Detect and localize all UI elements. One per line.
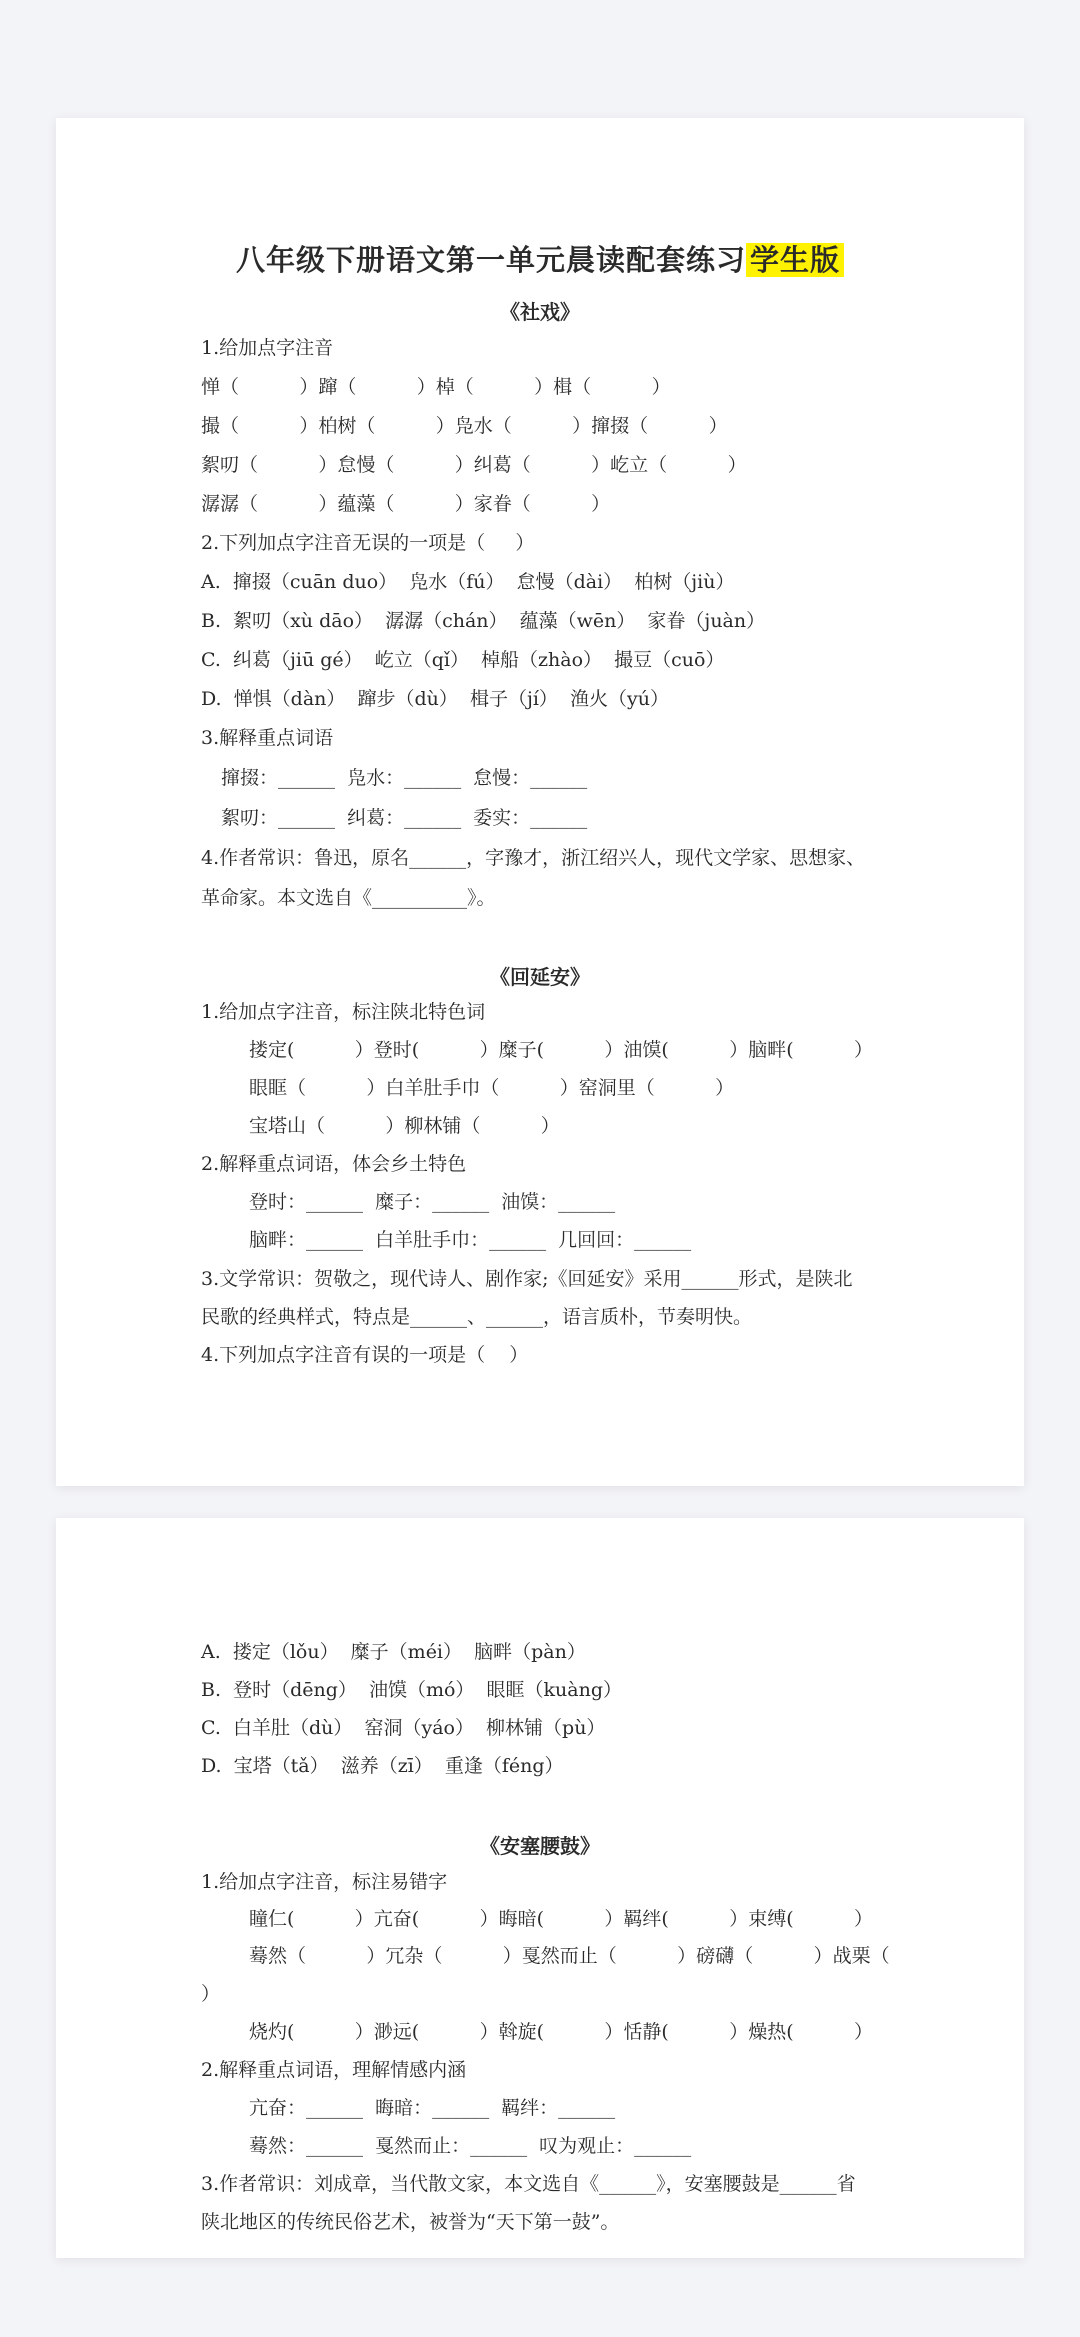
question-line: 4.下列加点字注音有误的一项是（ ） bbox=[201, 1344, 529, 1366]
question-line: 1.给加点字注音，标注陕北特色词 bbox=[201, 1001, 486, 1023]
option-line: B. 登时（dēng） 油馍（mó） 眼眶（kuàng） bbox=[201, 1679, 622, 1701]
option-line: D. 惮惧（dàn） 蹿步（dù） 楫子（jí） 渔火（yú） bbox=[201, 688, 669, 710]
question-line: 脑畔：______ 白羊肚手巾：______ 几回回：______ bbox=[249, 1229, 692, 1251]
question-line: 2.解释重点词语，体会乡土特色 bbox=[201, 1153, 467, 1175]
question-line: 絮叨（ ）怠慢（ ）纠葛（ ）屹立（ ） bbox=[201, 454, 747, 476]
question-line: 搂定( ）登时( ）糜子( ）油馍( ）脑畔( ） bbox=[249, 1039, 874, 1061]
option-line: A. 搂定（lǒu） 糜子（méi） 脑畔（pàn） bbox=[201, 1641, 586, 1663]
question-line: 宝塔山（ ）柳林铺（ ） bbox=[249, 1115, 560, 1137]
option-line: C. 白羊肚（dù） 窑洞（yáo） 柳林铺（pù） bbox=[201, 1717, 606, 1739]
question-line: 烧灼( ）渺远( ）斡旋( ）恬静( ）燥热( ） bbox=[249, 2021, 874, 2043]
question-line: ） bbox=[201, 1983, 221, 2005]
question-line: 眼眶（ ）白羊肚手巾（ ）窑洞里（ ） bbox=[249, 1077, 735, 1099]
section-title-shexi: 《社戏》 bbox=[500, 300, 580, 324]
question-line: 蓦然：______ 戛然而止：______ 叹为观止：______ bbox=[249, 2135, 692, 2157]
question-line: 撮（ ）柏树（ ）凫水（ ）撺掇（ ） bbox=[201, 415, 728, 437]
question-line: 民歌的经典样式，特点是______、______，语言质朴，节奏明快。 bbox=[201, 1306, 753, 1328]
question-line: 2.下列加点字注音无误的一项是（ ） bbox=[201, 532, 535, 554]
section-title-huiyanan: 《回延安》 bbox=[490, 965, 590, 989]
document-page-2 bbox=[56, 1518, 1024, 2258]
question-line: 絮叨：______ 纠葛：______ 委实：______ bbox=[221, 807, 588, 829]
question-line: 蓦然（ ）冗杂（ ）戛然而止（ ）磅礴（ ）战栗（ bbox=[249, 1945, 890, 1967]
question-line: 3.作者常识：刘成章，当代散文家，本文选自《______》，安塞腰鼓是______省 bbox=[201, 2173, 856, 2195]
question-line: 潺潺（ ）蕴藻（ ）家眷（ ） bbox=[201, 493, 611, 515]
option-line: C. 纠葛（jiū gé） 屹立（qǐ） 棹船（zhào） 撮豆（cuō） bbox=[201, 649, 725, 671]
question-line: 3.解释重点词语 bbox=[201, 727, 334, 749]
question-line: 撺掇：______ 凫水：______ 怠慢：______ bbox=[221, 767, 588, 789]
option-line: A. 撺掇（cuān duo） 凫水（fú） 怠慢（dài） 柏树（jiù） bbox=[201, 571, 735, 593]
option-line: D. 宝塔（tǎ） 滋养（zī） 重逢（féng） bbox=[201, 1755, 564, 1777]
question-line: 4.作者常识：鲁迅，原名______，字豫才，浙江绍兴人，现代文学家、思想家、 bbox=[201, 847, 866, 869]
question-line: 亢奋：______ 晦暗：______ 羁绊：______ bbox=[249, 2097, 616, 2119]
question-line: 2.解释重点词语，理解情感内涵 bbox=[201, 2059, 467, 2081]
document-page-1 bbox=[56, 118, 1024, 1486]
section-title-ansai-yaogu: 《安塞腰鼓》 bbox=[480, 1834, 600, 1858]
option-line: B. 絮叨（xù dāo） 潺潺（chán） 蕴藻（wēn） 家眷（juàn） bbox=[201, 610, 766, 632]
question-line: 1.给加点字注音，标注易错字 bbox=[201, 1871, 448, 1893]
question-line: 1.给加点字注音 bbox=[201, 337, 334, 359]
page-title bbox=[56, 238, 1024, 279]
question-line: 登时：______ 糜子：______ 油馍：______ bbox=[249, 1191, 616, 1213]
title-main: 八年级下册语文第一单元晨读配套练习 bbox=[235, 243, 746, 277]
question-line: 革命家。本文选自《__________》。 bbox=[201, 887, 496, 909]
title-highlight: 学生版 bbox=[746, 243, 844, 277]
question-line: 陕北地区的传统民俗艺术，被誉为“天下第一鼓”。 bbox=[201, 2211, 620, 2233]
question-line: 惮（ ）蹿（ ）棹（ ）楫（ ） bbox=[201, 376, 671, 398]
question-line: 瞳仁( ）亢奋( ）晦暗( ）羁绊( ）束缚( ） bbox=[249, 1908, 874, 1930]
question-line: 3.文学常识：贺敬之，现代诗人、剧作家;《回延安》采用______形式，是陕北 bbox=[201, 1268, 853, 1290]
